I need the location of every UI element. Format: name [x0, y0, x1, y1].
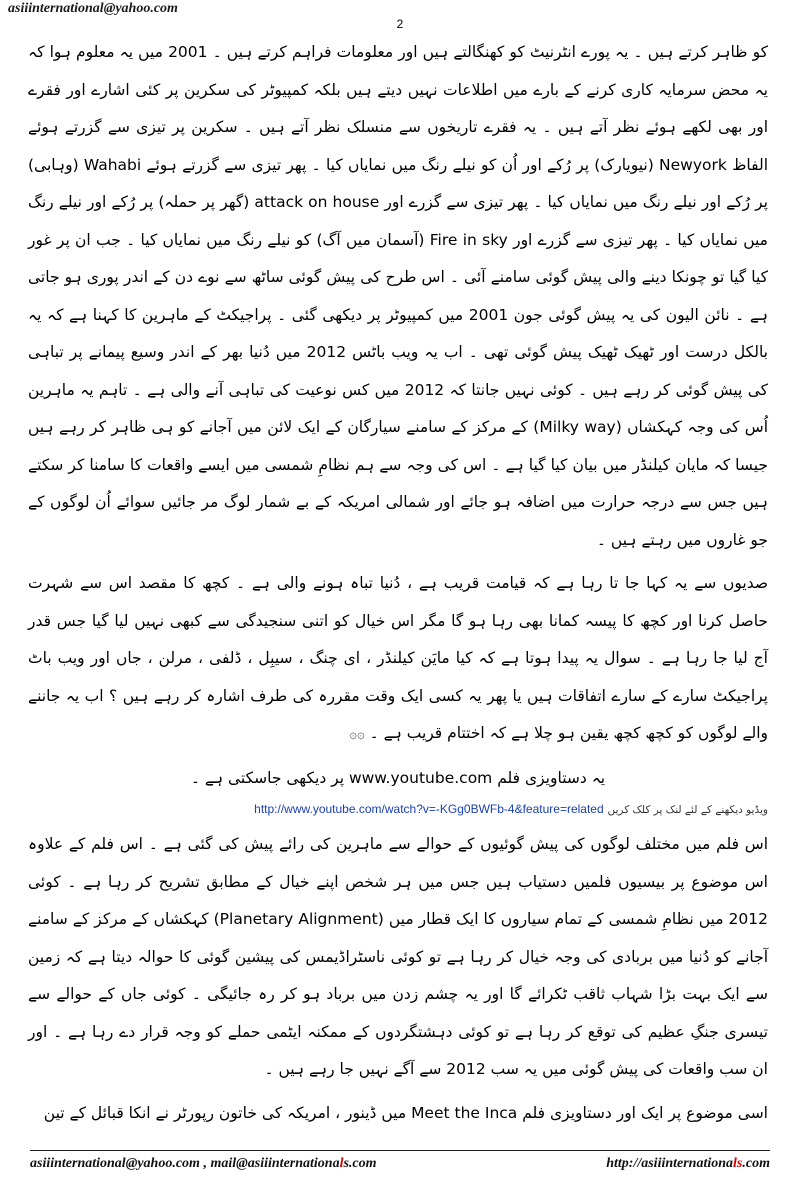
footer-email[interactable]: asiiinternational@yahoo.com , — [30, 1156, 207, 1171]
footer-mail[interactable]: mail@asiiinternationals.com — [210, 1156, 377, 1171]
article-body — [28, 34, 768, 1132]
footer-contacts — [30, 1156, 377, 1172]
paragraph-2-text: صدیوں سے یہ کہا جا تا رہا ہے کہ قیامت قریب ہے ، دُنیا تباہ ہونے والی ہے ۔ کچھ کا مقصد اس سے شہرت حاصل کرنا اور کچھ کا پیسہ کمانا بھی رہا ہو گا مگر اس خیال کو اتنی سنجیدگی سے کبھی نہیں لیا گیا جس قدر آج لیا جا رہا ہے ۔ سوال یہ پیدا ہوتا ہے کہ کیا مایَن کیلنڈر ، ای چنگ ، سیبِل ، ڈلفی ، مرلن ، جاں اور ویب باٹ پراجیکٹ سارے کے سارے اتفاقات ہیں یا پھر یہ کسی ایک وقت مقررہ کی طرف اشارہ کر رہے ہیں ؟ اب یہ جاننے والے لوگوں کو کچھ کچھ یقین ہو چلا ہے کہ اختتام قریب ہے ۔ — [28, 574, 768, 742]
video-link[interactable]: http://www.youtube.com/watch?v=-KGg0BWFb-4&feature=related — [254, 802, 604, 816]
video-link-line — [28, 799, 768, 820]
paragraph-3: اس فلم میں مختلف لوگوں کی پیش گوئیوں کے حوالے سے ماہرین کی رائے پیش کی گئی ہے ۔ اس فلم کے علاوہ اس موضوع پر بیسیوں فلمیں دستیاب ہیں جس میں ہر شخص اپنے خیال کے مطابق تشریح کر رہا ہے ۔ کوئی 2012 میں نظامِ شمسی کے تمام سیاروں کا ایک قطار میں (Planetary Alignment) کہکشاں کے مرکز کے سامنے آجانے کو دُنیا میں بربادی کی وجہ خیال کر رہا ہے تو کوئی ناسٹراڈیمس کی پیشین گوئی کا حوالہ دیتا ہے کہ زمین سے ایک بہت بڑا شہاب ثاقب ٹکرائے گا اور یہ چشم زدن میں برباد ہو کر رہ جائیگی ۔ کوئی جاں کے حوالے سے تیسری جنگِ عظیم کی توقع کر رہا ہے تو کوئی دہشتگردوں کے ممکنہ ایٹمی حملے کو وجہ قرار دے رہا ہے ۔ اور ان سب واقعات کی پیش گوئی میں یہ سب 2012 سے آگے نہیں جا رہے ہیں ۔ — [28, 835, 768, 1078]
footer-website[interactable]: http://asiiinternationals.com — [606, 1156, 770, 1171]
paragraph-1: کو ظاہر کرتے ہیں ۔ یہ پورے انٹرنیٹ کو کھنگالتے ہیں اور معلومات فراہم کرتے ہیں ۔ 2001 میں یہ معلوم ہوا کہ یہ محض سرمایہ کاری کرنے کے بارے میں اطلاعات نہیں دیتے ہیں بلکہ کمپیوٹر کی سکرین پر کئی اشارے اور فقرے اور بھی لکھے ہوئے نظر آتے ہیں ۔ یہ فقرے تاریخوں سے منسلک نظر آتے ہیں ۔ سکرین پر تیزی سے گزرتے ہوئے الفاظ Newyork (نیویارک) پر رُکے اور اُن کو نیلے رنگ میں نمایاں کیا ۔ پھر تیزی سے گزرتے ہوئے Wahabi (وہابی) پر رُکے اور نیلے رنگ میں نمایاں کیا ۔ پھر تیزی سے گزرے اور attack on house (گھر پر حملہ) پر رُکے اور نیلے رنگ میں نمایاں کیا ۔ پھر تیزی سے گزرے اور Fire in sky (آسمان میں آگ) کو نیلے رنگ میں نمایاں کیا ۔ جب ان پر غور کیا گیا تو چونکا دینے والی پیش گوئی سامنے آئی ۔ اس طرح کی پیش گوئی ساٹھ سے نوے دن کے اندر پوری ہو جاتی ہے ۔ نائن الیون کی یہ پیش گوئی جون 2001 میں کمپیوٹر پر دیکھی گئی ۔ پراجیکٹ کے ماہرین کا کہنا ہے کہ یہ بالکل درست اور ٹھیک ٹھیک پیش گوئی تھی ۔ اب یہ ویب باٹس 2012 میں دُنیا بھر کے اندر وسیع پیمانے پر تباہی کی پیش گوئی کر رہے ہیں ۔ کوئی نہیں جانتا کہ 2012 میں کس نوعیت کی تباہی آنے والی ہے ۔ تاہم یہ ماہرین اُس کی وجہ کہکشاں (Milky way) کے مرکز کے سامنے سیارگان کے ایک لائن میں آجانے کو ہی ظاہر کر رہے ہیں جیسا کہ مایان کیلنڈر میں بیان کیا گیا ہے ۔ اس کی وجہ سے ہم نظامِ شمسی میں ایسے واقعات کا سامنا کر سکتے ہیں جس سے درجہ حرارت میں اضافہ ہو جائے اور شمالی امریکہ کے بے شمار لوگ مر جائیں سوائے اُن لوگوں کے جو غاروں میں رہتے ہیں ۔ — [28, 43, 769, 549]
ornament-icon: ۞۞ — [349, 727, 365, 742]
paragraph-2 — [28, 565, 768, 754]
header-email: asiiinternational@yahoo.com — [8, 1, 178, 16]
footer-divider — [30, 1150, 770, 1151]
paragraph-4: اسی موضوع پر ایک اور دستاویزی فلم Meet the Inca میں ڈینور ، امریکہ کی خاتون رپورٹر نے انکا قبائل کے تین — [43, 1103, 768, 1122]
video-link-hint: ویڈیو دیکھنے کے لئے لنک پر کلک کریں — [607, 804, 768, 816]
page-number: 2 — [396, 17, 404, 31]
footer — [30, 1156, 770, 1172]
film-line: یہ دستاویزی فلم www.youtube.com پر دیکھی جاسکتی ہے ۔ — [190, 768, 606, 787]
